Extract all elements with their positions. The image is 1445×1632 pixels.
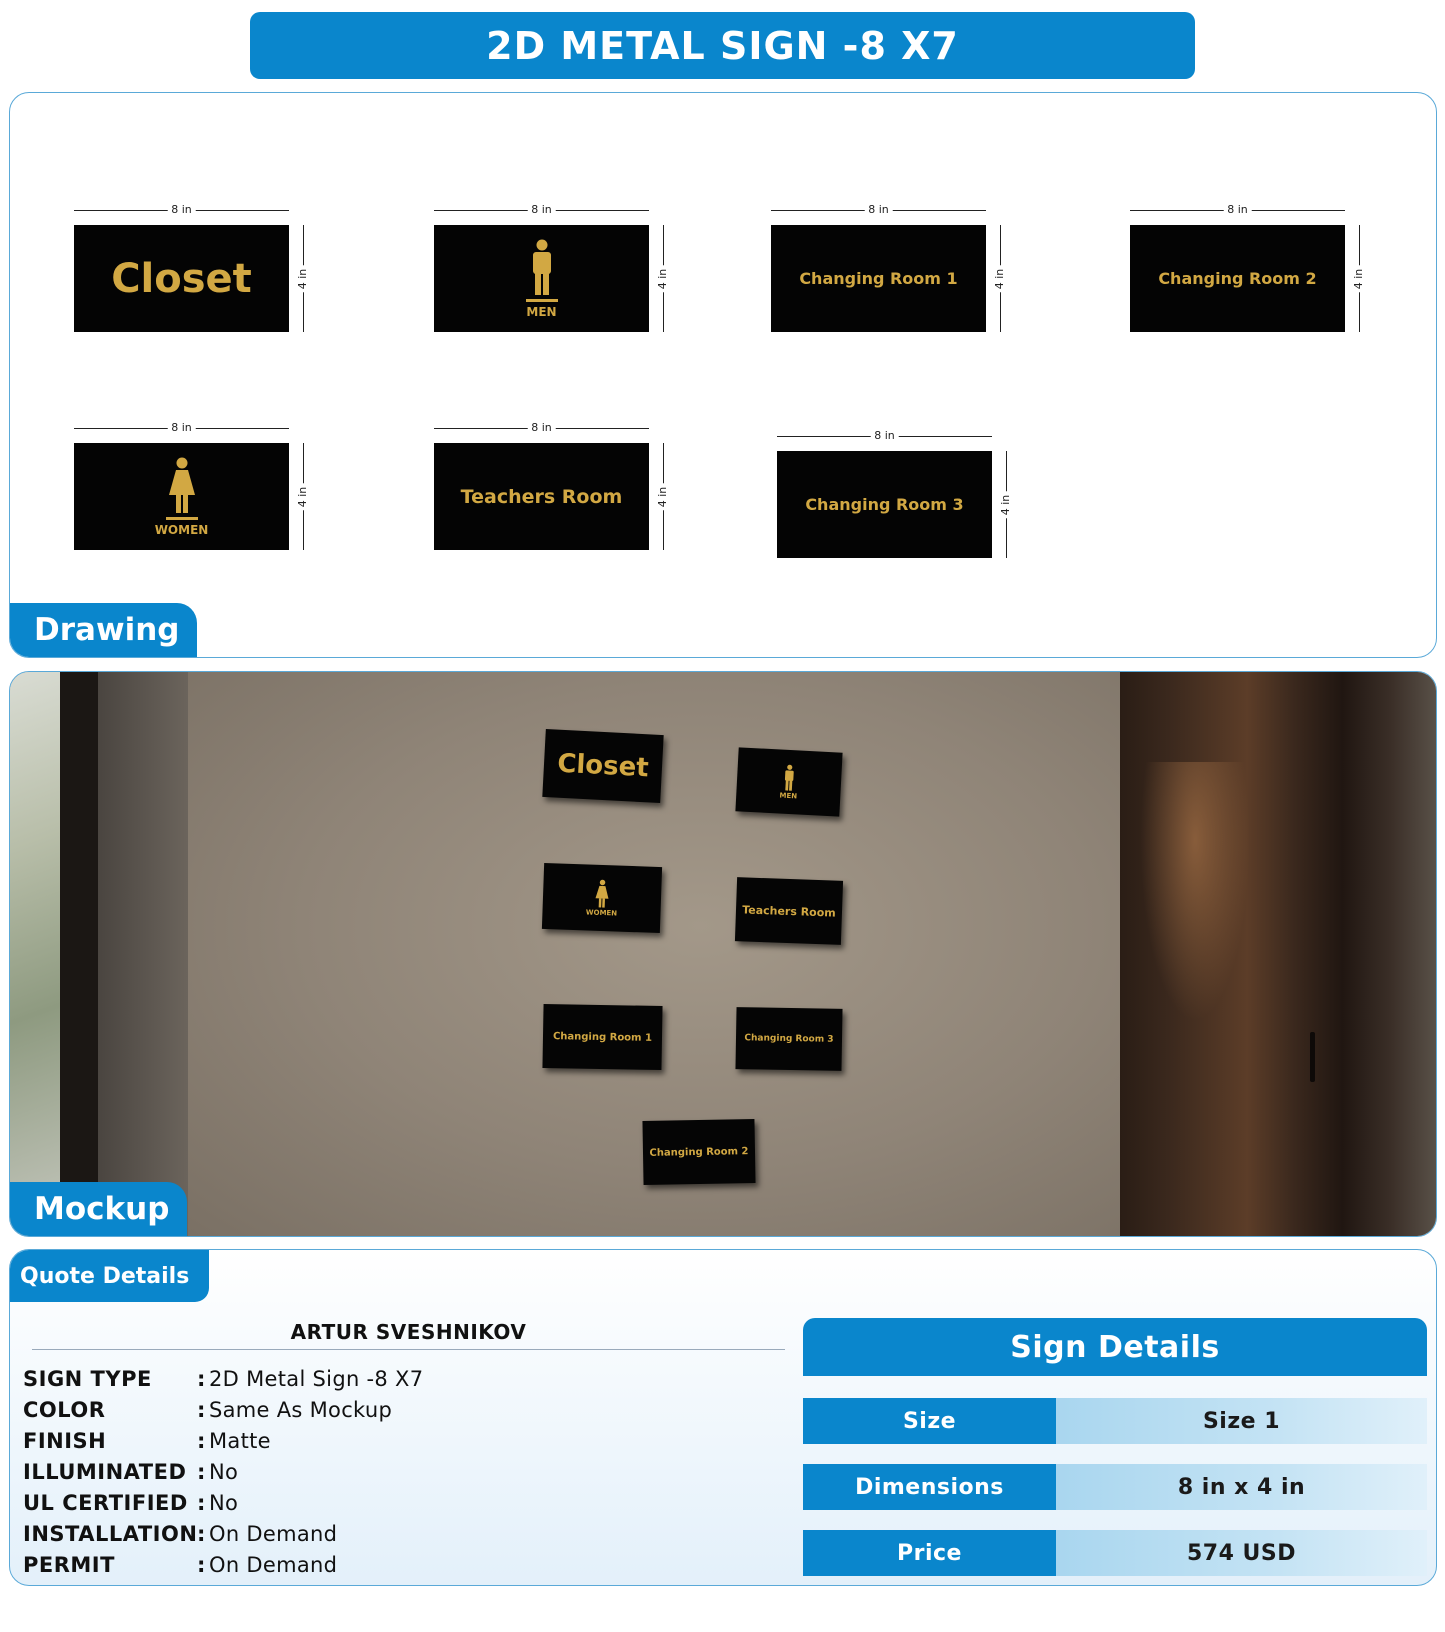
- mockup-sign-teachers-room: [735, 877, 843, 945]
- width-dimension: 8 in: [1130, 203, 1345, 217]
- mockup-photo: [10, 672, 1436, 1236]
- mockup-panel: [9, 671, 1437, 1237]
- sign-details-row-size: Size Size 1: [803, 1398, 1427, 1444]
- sign-text: Changing Room 2: [649, 1145, 749, 1159]
- spec-row-permit: PERMIT : On Demand: [23, 1552, 338, 1577]
- drawing-sign-men: [434, 203, 686, 343]
- width-dimension: 8 in: [434, 421, 649, 435]
- sign-text: MEN: [526, 304, 557, 319]
- height-dimension: 4 in: [1352, 225, 1366, 332]
- width-dimension: 8 in: [771, 203, 986, 217]
- spec-row-installation: INSTALLATION : On Demand: [23, 1521, 338, 1546]
- woman-icon: [166, 457, 198, 515]
- spec-row-sign-type: SIGN TYPE : 2D Metal Sign -8 X7: [23, 1366, 424, 1391]
- height-dimension: 4 in: [296, 225, 310, 332]
- drawing-panel: [9, 92, 1437, 658]
- height-dimension: 4 in: [999, 451, 1013, 558]
- sign-plate: [771, 225, 986, 332]
- mockup-sign-men: [735, 747, 842, 816]
- drawing-sign-changing-room-3: [777, 429, 1029, 569]
- width-dimension: 8 in: [74, 203, 289, 217]
- spec-row-color: COLOR : Same As Mockup: [23, 1397, 393, 1422]
- quote-panel: [9, 1249, 1437, 1586]
- drawing-sign-changing-room-1: [771, 203, 1023, 343]
- page-title: 2D METAL SIGN -8 X7: [250, 12, 1195, 79]
- sign-text: Changing Room 2: [1158, 269, 1317, 288]
- spec-row-ul-certified: UL CERTIFIED : No: [23, 1490, 239, 1515]
- drawing-tab: Drawing: [10, 603, 197, 657]
- height-dimension: 4 in: [656, 443, 670, 550]
- sign-text: WOMEN: [154, 522, 209, 537]
- drawing-sign-women: [74, 421, 326, 561]
- sign-text: WOMEN: [585, 908, 618, 918]
- sign-text: Teachers Room: [460, 485, 623, 508]
- divider: [32, 1349, 785, 1350]
- sign-text: Teachers Room: [742, 902, 836, 920]
- sign-text: Closet: [556, 748, 650, 784]
- sign-details-header: Sign Details: [803, 1318, 1427, 1376]
- sign-text: Changing Room 3: [805, 495, 964, 514]
- mockup-sign-women: [542, 863, 662, 933]
- mockup-sign-changing-room-1: [542, 1004, 662, 1070]
- drawing-sign-teachers-room: [434, 421, 686, 561]
- mockup-sign-changing-room-2: [642, 1119, 755, 1185]
- height-dimension: 4 in: [656, 225, 670, 332]
- sign-text: Changing Room 1: [552, 1030, 653, 1044]
- sign-plate: [777, 451, 992, 558]
- sign-plate: [1130, 225, 1345, 332]
- height-dimension: 4 in: [993, 225, 1007, 332]
- sign-text: Changing Room 3: [744, 1033, 834, 1045]
- spec-row-illuminated: ILLUMINATED : No: [23, 1459, 239, 1484]
- width-dimension: 8 in: [777, 429, 992, 443]
- sign-text: Closet: [111, 255, 252, 302]
- sign-plate: [74, 443, 289, 550]
- sign-text: MEN: [779, 791, 798, 801]
- quote-details-tab: Quote Details: [10, 1250, 209, 1302]
- sign-text: Changing Room 1: [799, 269, 958, 288]
- sign-plate: [434, 225, 649, 332]
- man-icon: [781, 764, 796, 793]
- mockup-sign-closet: [542, 729, 663, 803]
- drawing-sign-closet: [74, 203, 326, 343]
- sign-details-row-price: Price 574 USD: [803, 1530, 1427, 1576]
- sign-plate: [434, 443, 649, 550]
- height-dimension: 4 in: [296, 443, 310, 550]
- width-dimension: 8 in: [434, 203, 649, 217]
- man-icon: [527, 239, 557, 297]
- mockup-tab: Mockup: [10, 1182, 187, 1236]
- mockup-sign-changing-room-3: [735, 1007, 842, 1071]
- sign-details-row-dimensions: Dimensions 8 in x 4 in: [803, 1464, 1427, 1510]
- customer-name: ARTUR SVESHNIKOV: [290, 1320, 527, 1344]
- spec-row-finish: FINISH : Matte: [23, 1428, 271, 1453]
- woman-icon: [594, 879, 611, 910]
- drawing-sign-changing-room-2: [1130, 203, 1382, 343]
- sign-plate: [74, 225, 289, 332]
- width-dimension: 8 in: [74, 421, 289, 435]
- spec-list: [23, 1363, 423, 1580]
